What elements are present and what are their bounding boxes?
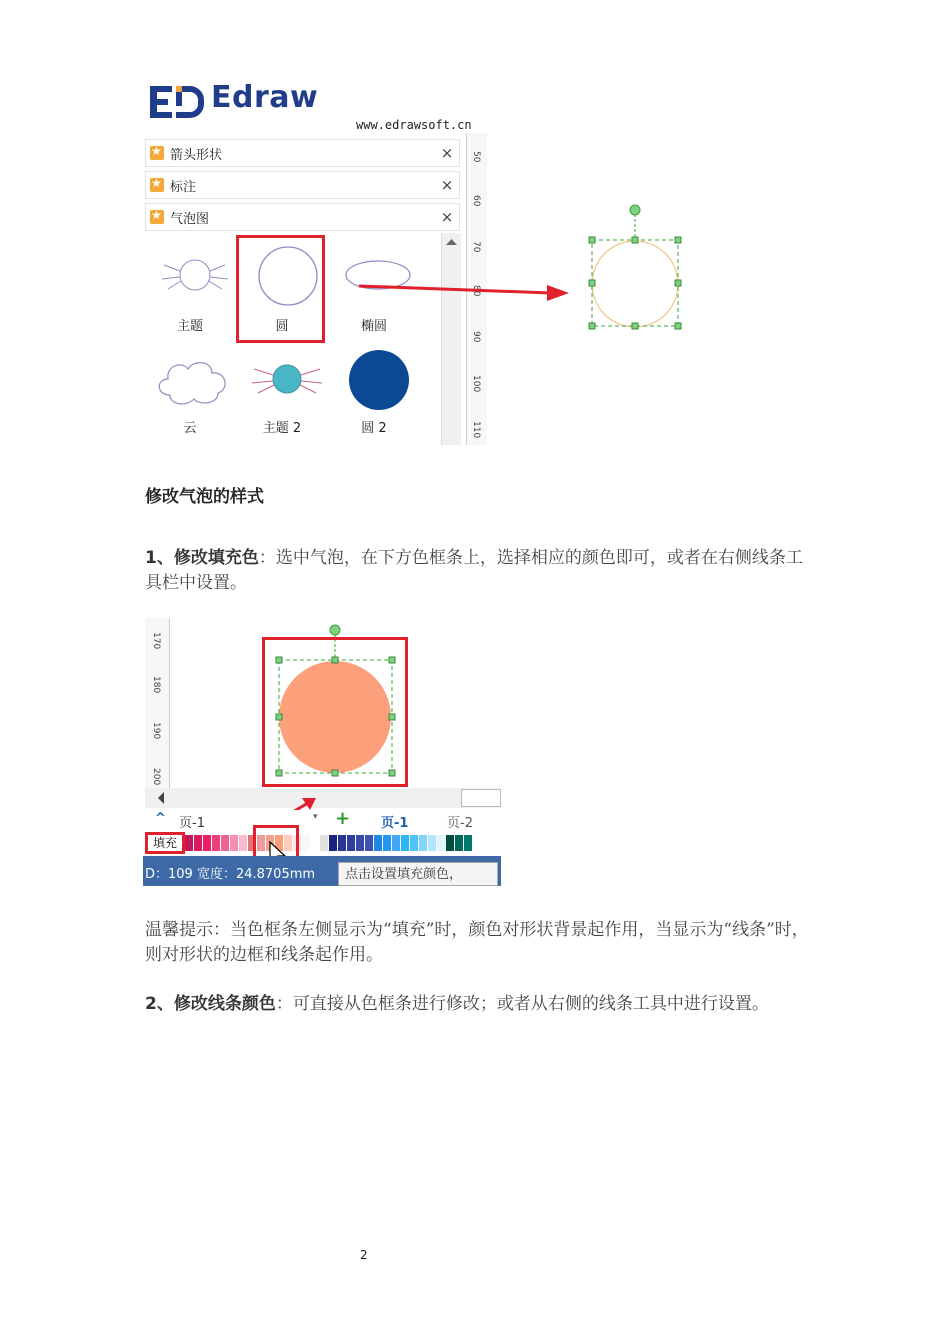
color-swatch[interactable] xyxy=(239,835,247,851)
color-swatch[interactable] xyxy=(230,835,238,851)
close-icon[interactable]: × xyxy=(440,144,454,162)
close-icon[interactable]: × xyxy=(440,176,454,194)
color-swatch[interactable] xyxy=(194,835,202,851)
tooltip: 点击设置填充颜色， xyxy=(338,862,498,886)
color-palette xyxy=(145,832,501,854)
shape-circle-2[interactable] xyxy=(329,347,419,436)
library-star-icon xyxy=(150,210,164,224)
shape-cloud[interactable] xyxy=(145,347,235,436)
swatch-strip xyxy=(185,832,501,854)
ruler-tick: 200 xyxy=(151,768,161,786)
color-swatch[interactable] xyxy=(392,835,400,851)
ruler-tick: 70 xyxy=(471,241,481,253)
color-swatch[interactable] xyxy=(311,835,319,851)
color-swatch[interactable] xyxy=(212,835,220,851)
ruler-tick: 170 xyxy=(151,632,161,650)
logo-url: www.edrawsoft.cn xyxy=(356,118,472,132)
ruler-tick: 100 xyxy=(471,375,481,393)
color-swatch[interactable] xyxy=(410,835,418,851)
color-swatch[interactable] xyxy=(338,835,346,851)
library-label: 气泡图 xyxy=(170,211,210,227)
color-swatch[interactable] xyxy=(419,835,427,851)
color-swatch[interactable] xyxy=(374,835,382,851)
color-swatch[interactable] xyxy=(446,835,454,851)
fill-label[interactable]: 填充 xyxy=(145,832,185,854)
shape-topic[interactable] xyxy=(145,243,235,334)
color-swatch[interactable] xyxy=(437,835,445,851)
add-page-icon[interactable]: + xyxy=(335,808,351,829)
highlight-box xyxy=(236,235,325,343)
section-heading: 修改气泡的样式 xyxy=(145,487,264,507)
status-text: D：109 宽度：24.8705mm xyxy=(145,867,316,882)
tip-paragraph: 温馨提示：当色框条左侧显示为“填充”时，颜色对形状背景起作用，当显示为“线条”时，则对形状的边框和线条起作用。 xyxy=(145,920,809,965)
color-swatch[interactable] xyxy=(320,835,328,851)
dropdown-icon[interactable]: ▾ xyxy=(313,812,318,822)
highlight-box xyxy=(262,637,408,787)
scroll-up-icon[interactable] xyxy=(442,233,461,251)
ruler-tick: 50 xyxy=(471,151,481,163)
color-swatch[interactable] xyxy=(203,835,211,851)
edraw-logo-icon xyxy=(148,84,204,120)
ruler-tick: 60 xyxy=(471,195,481,207)
color-swatch[interactable] xyxy=(356,835,364,851)
circle2-shape-icon xyxy=(334,347,414,413)
library-label: 箭头形状 xyxy=(170,147,223,163)
library-row-callouts[interactable] xyxy=(145,171,460,199)
shape-label: 主题 2 xyxy=(262,421,302,436)
ruler-tick: 90 xyxy=(471,331,481,343)
step2-paragraph xyxy=(145,992,810,1017)
page-number: 2 xyxy=(360,1248,368,1262)
color-swatch[interactable] xyxy=(329,835,337,851)
chevron-up-icon[interactable]: ^ xyxy=(155,811,166,826)
color-swatch[interactable] xyxy=(383,835,391,851)
library-label: 标注 xyxy=(170,179,197,195)
drag-arrow-icon xyxy=(355,275,575,305)
ruler-tick: 110 xyxy=(471,421,481,439)
page-tabs xyxy=(145,810,501,832)
library-row-arrows[interactable] xyxy=(145,139,460,167)
ruler-tick: 190 xyxy=(151,722,161,740)
logo-wordmark: Edraw xyxy=(211,80,319,115)
color-swatch[interactable] xyxy=(365,835,373,851)
library-star-icon xyxy=(150,178,164,192)
tab-page-2[interactable]: 页-2 xyxy=(447,816,473,831)
tab-page-1[interactable]: 页-1 xyxy=(381,816,409,831)
selected-circle-shape[interactable] xyxy=(585,200,689,334)
page-selector[interactable]: 页-1 xyxy=(179,816,205,831)
scroll-thumb[interactable] xyxy=(461,789,501,807)
color-swatch[interactable] xyxy=(401,835,409,851)
scroll-left-icon[interactable] xyxy=(151,788,171,808)
color-swatch[interactable] xyxy=(221,835,229,851)
topic2-shape-icon xyxy=(242,347,322,411)
shape-label: 椭圆 xyxy=(360,319,387,334)
step2-label: 2、修改线条颜色 xyxy=(145,994,276,1014)
step1-label: 1、修改填充色 xyxy=(145,548,259,568)
color-swatch[interactable] xyxy=(464,835,472,851)
library-star-icon xyxy=(150,146,164,160)
ruler-tick: 180 xyxy=(151,676,161,694)
shape-topic-2[interactable] xyxy=(237,347,327,436)
topic-shape-icon xyxy=(150,243,230,303)
step1-text: ：选中气泡，在下方色框条上，选择相应的颜色即可，或者在右侧线条工具栏中设置。 xyxy=(145,548,803,593)
step1-paragraph xyxy=(145,546,810,596)
shape-label: 圆 2 xyxy=(361,421,387,436)
color-swatch[interactable] xyxy=(185,835,193,851)
panel-scrollbar[interactable] xyxy=(441,233,461,445)
cloud-shape-icon xyxy=(150,347,230,411)
color-swatch[interactable] xyxy=(347,835,355,851)
shape-label: 主题 xyxy=(176,319,203,334)
color-swatch[interactable] xyxy=(302,835,310,851)
shape-label: 云 xyxy=(183,421,197,436)
color-swatch[interactable] xyxy=(455,835,463,851)
library-row-bubble[interactable] xyxy=(145,203,460,231)
shape-label: 圆 xyxy=(275,319,289,334)
vertical-ruler-2 xyxy=(145,618,170,790)
color-swatch[interactable] xyxy=(428,835,436,851)
horizontal-scrollbar[interactable] xyxy=(145,788,501,808)
step2-text: ：可直接从色框条进行修改；或者从右侧的线条工具中进行设置。 xyxy=(275,994,769,1014)
close-icon[interactable]: × xyxy=(440,208,454,226)
